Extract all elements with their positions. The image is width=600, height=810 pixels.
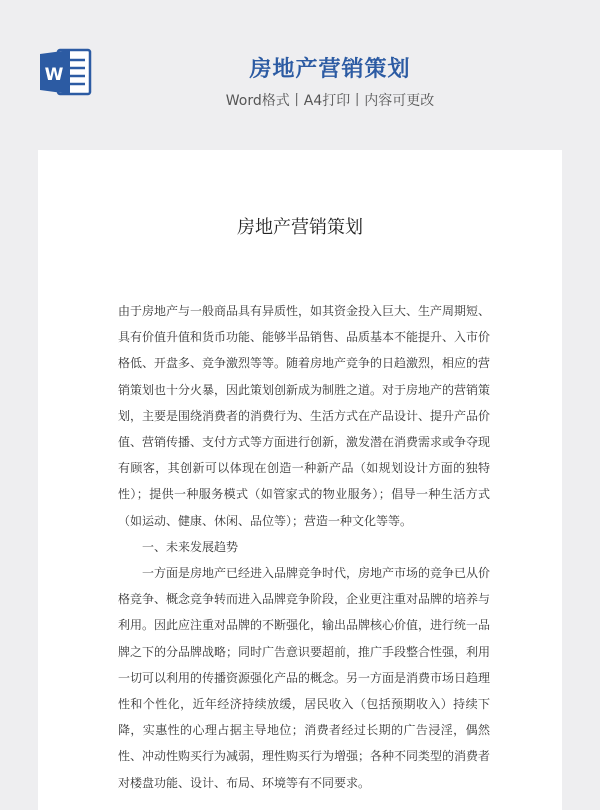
svg-text:W: W: [44, 65, 64, 85]
document-title: 房地产营销策划: [237, 217, 363, 238]
document-page: [38, 150, 562, 810]
document-banner: [0, 0, 600, 150]
banner-title: 房地产营销策划: [249, 57, 411, 82]
paragraph: 由于房地产与一般商品具有异质性，如其资金投入巨大、生产周期短、具有价值升值和货币功能、能够半品销售、品质基本不能提升、入市价格低、开盘多、竞争激烈等等。随着房地产竞争的日趋激烈，相应的营销策划也十分火暴，因此策划创新成为制胜之道。对于房地产的营销策划，主要是围绕消费者的消费行为、生活方式在产品设计、提升产品价值、营销传播、支付方式等方面进行创新，激发潜在消费需求或争夺现有顾客，其创新可以体现在创造一种新产品（如规划设计方面的独特性）；提供一种服务模式（如管家式的物业服务）；倡导一种生活方式（如运动、健康、休闲、品位等）；营造一种文化等等。: [118, 304, 491, 528]
paragraph: 一方面是房地产已经进入品牌竞争时代，房地产市场的竞争已从价格竞争、概念竞争转而进入品牌竞争阶段，企业更注重对品牌的培养与利用。因此应注重对品牌的不断强化，输出品牌核心价值，进行统一品牌之下的分品牌战略；同时广告意识要超前，推广手段整合性强，利用一切可以利用的传播资源强化产品的概念。另一方面是消费市场日趋理性和个性化，近年经济持续放缓，居民收入（包括预期收入）持续下降，实惠性的心理占据主导地位；消费者经过长期的广告浸淫，偶然性、冲动性购买行为减弱，理性购买行为增强；各种不同类型的消费者对楼盘功能、设计、布局、环境等有不同要求。: [118, 566, 491, 790]
section-heading: 一、未来发展趋势: [142, 539, 239, 554]
banner-subtitle: Word格式丨A4打印丨内容可更改: [225, 93, 435, 109]
document-body: [118, 298, 490, 796]
